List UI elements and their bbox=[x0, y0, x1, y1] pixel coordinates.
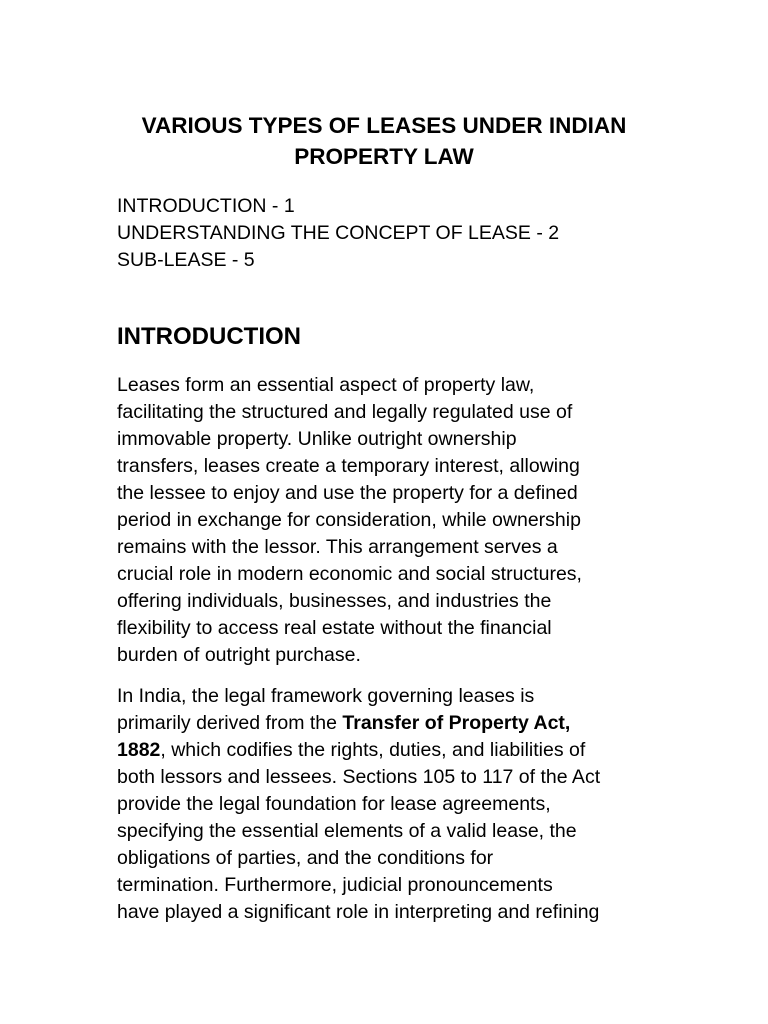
paragraph-line: remains with the lessor. This arrangement serves a bbox=[117, 536, 558, 558]
paragraph-text: primarily derived from the bbox=[117, 712, 343, 734]
paragraph-line: immovable property. Unlike outright ownership bbox=[117, 428, 517, 450]
paragraph-line: flexibility to access real estate without the financial bbox=[117, 617, 552, 639]
introduction-paragraph-1 bbox=[117, 372, 657, 669]
paragraph-line: termination. Furthermore, judicial pronouncements bbox=[117, 874, 553, 896]
section-heading: INTRODUCTION bbox=[117, 323, 301, 350]
paragraph-line: crucial role in modern economic and social structures, bbox=[117, 563, 582, 585]
paragraph-line: period in exchange for consideration, while ownership bbox=[117, 509, 581, 531]
paragraph-line: transfers, leases create a temporary interest, allowing bbox=[117, 455, 580, 477]
document-title bbox=[100, 110, 668, 172]
paragraph-line: facilitating the structured and legally regulated use of bbox=[117, 401, 573, 423]
paragraph-line: offering individuals, businesses, and industries the bbox=[117, 590, 552, 612]
act-year-bold: 1882 bbox=[117, 739, 161, 761]
paragraph-line: provide the legal foundation for lease agreements, bbox=[117, 793, 551, 815]
paragraph-line: Leases form an essential aspect of property law, bbox=[117, 374, 535, 396]
paragraph-line bbox=[117, 737, 657, 764]
paragraph-line: the lessee to enjoy and use the property for a defined bbox=[117, 482, 578, 504]
paragraph-line: obligations of parties, and the conditions for bbox=[117, 847, 494, 869]
act-name-bold: Transfer of Property Act, bbox=[342, 712, 571, 734]
title-line: PROPERTY LAW bbox=[294, 144, 474, 169]
toc-entry: SUB-LEASE - 5 bbox=[117, 249, 255, 271]
toc-entry: UNDERSTANDING THE CONCEPT OF LEASE - 2 bbox=[117, 222, 560, 244]
toc-entry: INTRODUCTION - 1 bbox=[117, 195, 295, 217]
paragraph-line: In India, the legal framework governing leases is bbox=[117, 685, 535, 707]
paragraph-line: burden of outright purchase. bbox=[117, 644, 361, 666]
paragraph-line: specifying the essential elements of a valid lease, the bbox=[117, 820, 577, 842]
paragraph-line: have played a significant role in interpreting and refining bbox=[117, 901, 600, 923]
paragraph-line: both lessors and lessees. Sections 105 to 117 of the Act bbox=[117, 766, 601, 788]
title-line: VARIOUS TYPES OF LEASES UNDER INDIAN bbox=[141, 113, 627, 138]
paragraph-text: , which codifies the rights, duties, and liabilities of bbox=[160, 739, 586, 761]
introduction-paragraph-2 bbox=[117, 683, 657, 926]
paragraph-line bbox=[117, 710, 657, 737]
table-of-contents bbox=[117, 193, 559, 274]
